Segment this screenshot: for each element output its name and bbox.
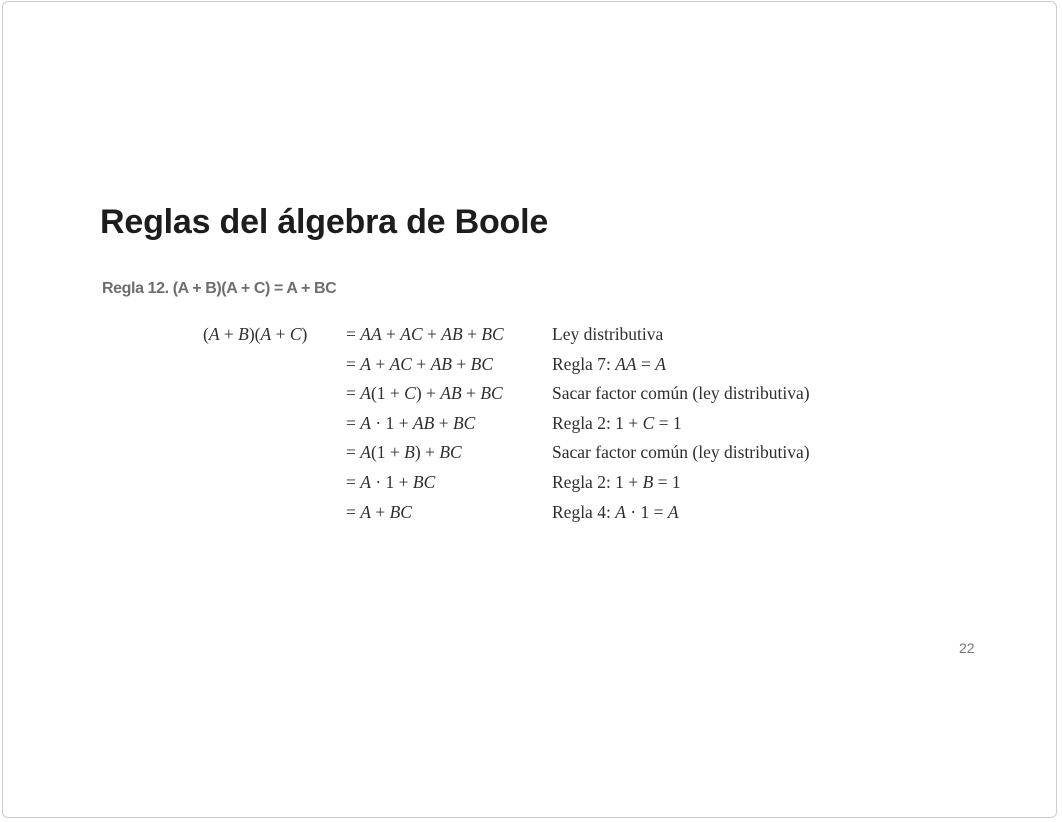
derivation-row <box>203 468 810 498</box>
derivation-expression: = A + AC + AB + BC <box>346 353 494 374</box>
derivation-lhs-spacer <box>203 438 346 468</box>
derivation-expression: = A · 1 + BC <box>346 471 436 492</box>
derivation-lhs-spacer <box>203 498 346 528</box>
derivation-reason: Ley distributiva <box>552 324 664 344</box>
slide-title: Reglas del álgebra de Boole <box>100 203 549 241</box>
derivation-row <box>203 438 810 468</box>
derivation-row <box>203 320 810 350</box>
derivation-reason: Regla 2: 1 + B = 1 <box>552 471 681 492</box>
derivation-expression: = A(1 + C) + AB + BC <box>346 383 503 404</box>
derivation-expression: = AA + AC + AB + BC <box>346 324 504 344</box>
derivation-row <box>203 409 810 439</box>
derivation-reason: Regla 2: 1 + C = 1 <box>552 412 682 433</box>
derivation-lhs-spacer <box>203 409 346 439</box>
derivation-row <box>203 350 810 380</box>
page-number: 22 <box>959 640 975 656</box>
rule-12-subtitle: Regla 12. (A + B)(A + C) = A + BC <box>102 280 337 297</box>
derivation-row <box>203 498 810 528</box>
derivation-table <box>203 320 810 527</box>
derivation-expression: = A · 1 + AB + BC <box>346 412 476 433</box>
derivation-lhs-spacer <box>203 379 346 409</box>
derivation-reason: Regla 4: A · 1 = A <box>552 501 679 522</box>
derivation-lhs-spacer <box>203 350 346 380</box>
derivation-reason: Regla 7: AA = A <box>552 353 666 374</box>
derivation-lhs-spacer <box>203 468 346 498</box>
derivation-reason: Sacar factor común (ley distributiva) <box>552 383 810 404</box>
derivation-row <box>203 379 810 409</box>
derivation-expression: = A(1 + B) + BC <box>346 442 462 463</box>
derivation-reason: Sacar factor común (ley distributiva) <box>552 442 810 463</box>
derivation-lhs: (A + B)(A + C) <box>203 324 308 344</box>
slide <box>2 1 1057 818</box>
derivation-expression: = A + BC <box>346 501 412 522</box>
